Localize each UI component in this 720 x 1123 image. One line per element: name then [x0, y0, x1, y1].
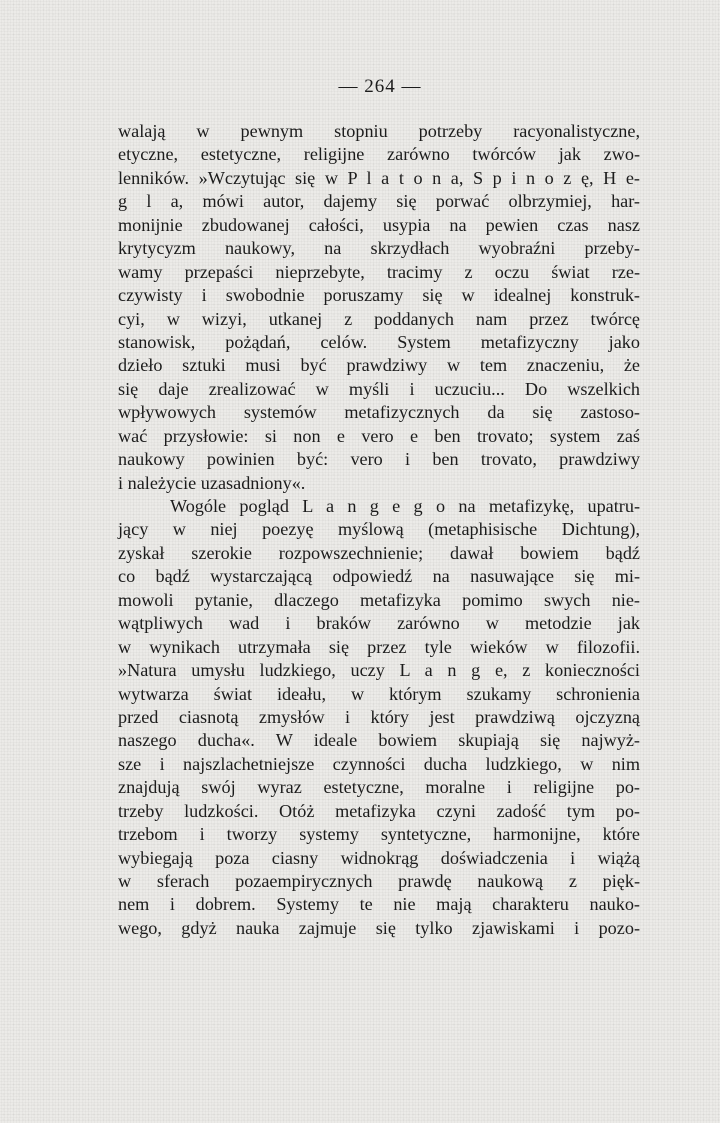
text-line: przed ciasnotą zmysłów i który jest prawdziwą ojczyzną	[118, 706, 640, 727]
text-line: walają w pewnym stopniu potrzeby racyonalistyczne,	[118, 121, 640, 141]
paragraph-first-line: Wogóle pogląd L a n g e g o na metafizykę, upatru-	[170, 496, 640, 516]
text-line: w sferach pozaempirycznych prawdę naukową z pięk-	[118, 871, 640, 891]
body-text	[118, 120, 640, 940]
text-line: nem i dobrem. Systemy te nie mają charakteru nauko-	[118, 894, 640, 915]
text-line: naukowy powinien być: vero i ben trovato, prawdziwy	[118, 449, 640, 470]
text-line: stanowisk, pożądań, celów. System metafizyczny jako	[118, 331, 640, 352]
text-line: wpływowych systemów metafizycznych da się zastoso-	[118, 402, 640, 423]
text-line: lenników. »Wczytując się w P l a t o n a, S p i n o z ę, H e-	[118, 167, 640, 188]
text-line: trzebom i tworzy systemy syntetyczne, harmonijne, które	[118, 824, 640, 845]
text-line: co bądź wystarczającą odpowiedź na nasuwające się mi-	[118, 566, 640, 587]
text-line: jący w niej poezyę myślową (metaphisische Dichtung),	[118, 519, 640, 540]
text-line: krytycyzm naukowy, na skrzydłach wyobraźni przeby-	[118, 238, 640, 259]
text-line: się daje zrealizować w myśli i uczuciu... Do wszelkich	[118, 378, 640, 399]
text-line: »Natura umysłu ludzkiego, uczy L a n g e, z konieczności	[118, 660, 640, 681]
text-line: wać przysłowie: si non e vero e ben trovato; system zaś	[118, 425, 640, 446]
text-line: naszego ducha«. W ideale bowiem skupiają się najwyż-	[118, 730, 640, 751]
text-line: g l a, mówi autor, dajemy się porwać olbrzymiej, har-	[118, 191, 640, 212]
text-line: wątpliwych wad i braków zarówno w metodzie jak	[118, 613, 640, 634]
text-line: trzeby ludzkości. Otóż metafizyka czyni zadość tym po-	[118, 800, 640, 821]
text-line: w wynikach utrzymała się przez tyle wieków w filozofii.	[118, 636, 640, 657]
text-line: dzieło sztuki musi być prawdziwy w tem znaczeniu, że	[118, 355, 640, 376]
text-line: monijnie zbudowanej całości, usypia na pewien czas nasz	[118, 214, 640, 235]
page-number: — 264 —	[338, 76, 422, 97]
text-line: sze i najszlachetniejsze czynności ducha ludzkiego, w nim	[118, 753, 640, 774]
text-line: zyskał szerokie rozpowszechnienie; dawał bowiem bądź	[118, 542, 640, 563]
text-line: cyi, w wizyi, utkanej z poddanych nam przez twórcę	[118, 308, 640, 329]
text-line: znajdują swój wyraz estetyczne, moralne i religijne po-	[118, 777, 640, 798]
text-line: wybiegają poza ciasny widnokrąg doświadczenia i wiążą	[118, 847, 640, 868]
text-line: wytwarza świat ideału, w którym szukamy schronienia	[118, 683, 640, 704]
text-line: etyczne, estetyczne, religijne zarówno twórców jak zwo-	[118, 144, 640, 165]
text-line: mowoli pytanie, dlaczego metafizyka pomimo swych nie-	[118, 589, 640, 610]
text-line: czywisty i swobodnie poruszamy się w idealnej konstruk-	[118, 285, 640, 306]
text-line: i należycie uzasadniony«.	[118, 472, 306, 493]
text-line: wamy przepaści nieprzebyte, tracimy z oczu świat rze-	[118, 261, 640, 282]
text-line: wego, gdyż nauka zajmuje się tylko zjawiskami i pozo-	[118, 917, 640, 938]
